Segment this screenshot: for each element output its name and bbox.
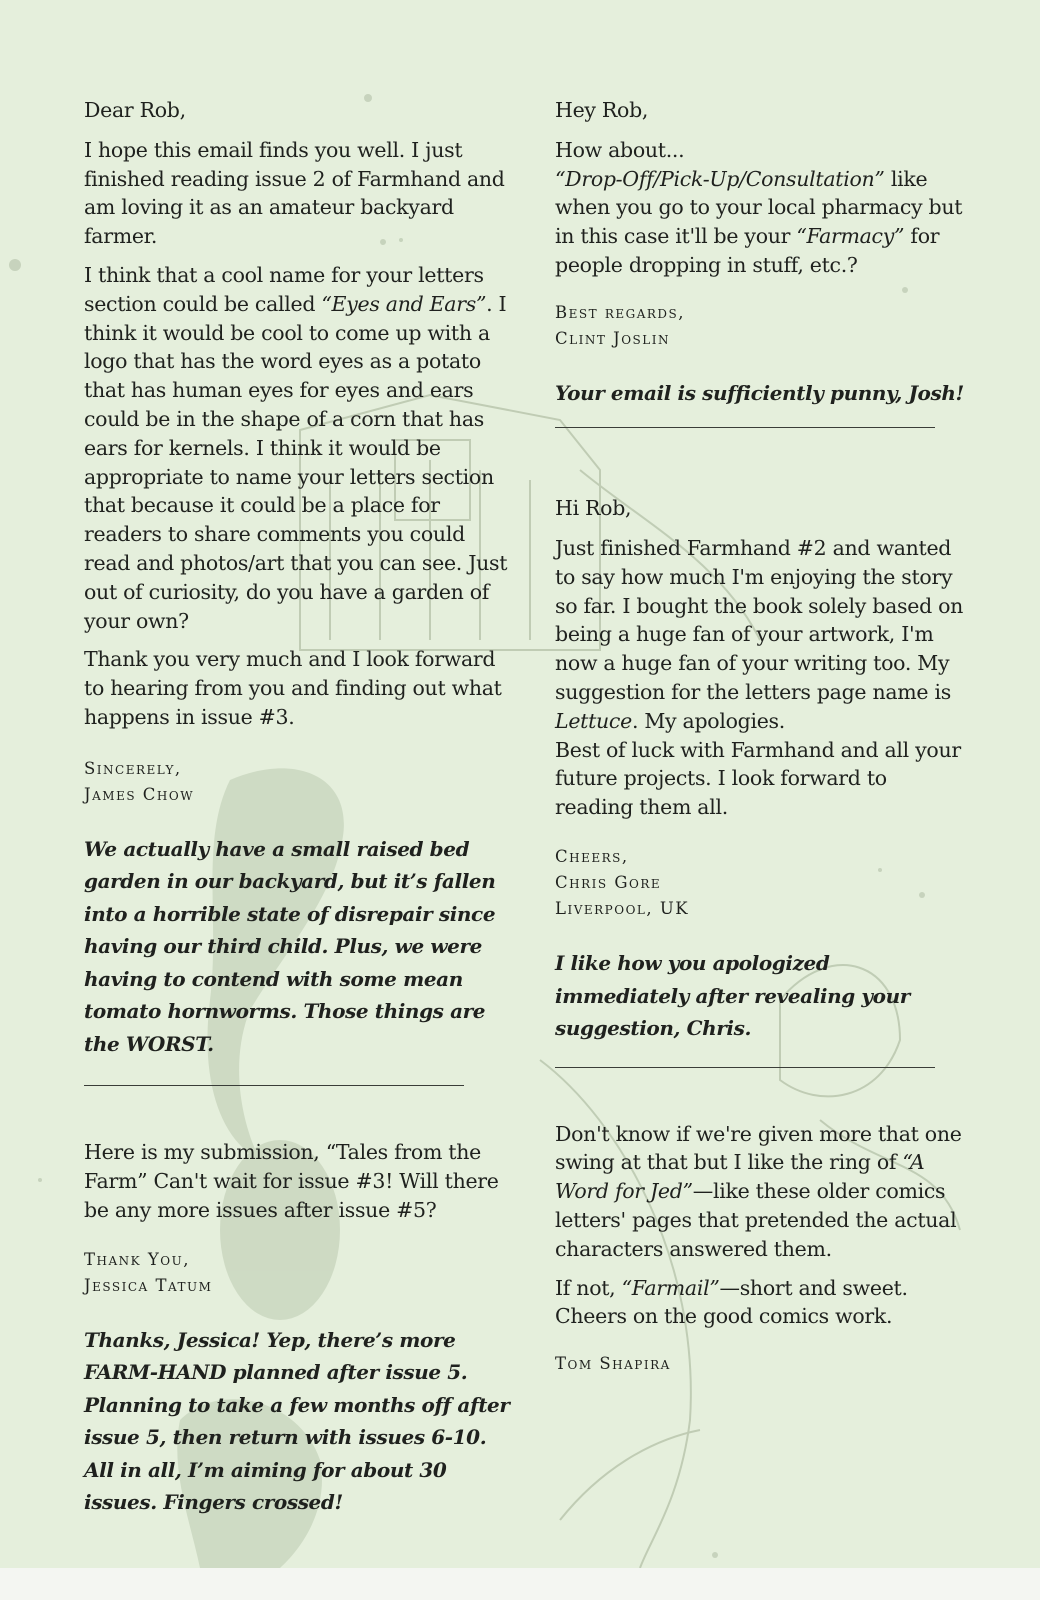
signoff: Cheers, [555, 847, 629, 867]
letter-james-chow [84, 96, 512, 1060]
divider-rule [555, 427, 935, 428]
text-span: . My apologies. [631, 708, 785, 733]
text-span: —short and sweet. Cheers on the good comics work. [555, 1275, 908, 1329]
text-span: Best of luck with Farmhand and all your future projects. I look forward to reading them all. [555, 737, 961, 820]
text-span: If not, [555, 1275, 622, 1300]
suggested-name: “Drop-Off/Pick-Up/Consultation” [555, 166, 885, 191]
right-column [555, 96, 967, 1377]
suggested-name: “A Word for Jed” [555, 1150, 925, 1204]
author-location: Liverpool, UK [555, 899, 690, 919]
letter-signature [555, 300, 967, 352]
divider-rule [555, 1067, 935, 1068]
author-name: James Chow [84, 784, 195, 804]
signoff: Thank You, [84, 1249, 190, 1269]
author-name: Chris Gore [555, 873, 662, 893]
letter-greeting: Hi Rob, [555, 496, 632, 521]
text-span: How about... [555, 137, 685, 162]
editor-reply: I like how you apologized immediately after revealing your suggestion, Chris. [555, 951, 910, 1041]
letter-tom-shapira [555, 1120, 967, 1378]
text-span: —like these older comics letters' pages that pretended the actual characters answered them. [555, 1179, 957, 1261]
suggested-name: “Eyes and Ears” [321, 291, 487, 316]
suggested-name: Lettuce [555, 708, 632, 733]
letter-paragraph [84, 261, 512, 635]
letter-paragraph [555, 1120, 967, 1264]
left-column [84, 96, 512, 1519]
editor-reply: Your email is sufficiently punny, Josh! [555, 380, 964, 405]
text-span: like when you go to your local pharmacy but in this case it'll be your [555, 166, 963, 249]
letter-paragraph: Thank you very much and I look forward to hearing from you and finding out what happens in issue #3. [84, 647, 502, 729]
letter-greeting: Hey Rob, [555, 98, 649, 122]
letter-paragraph [555, 136, 967, 280]
letter-clint-joslin [555, 96, 967, 409]
letter-signature [84, 1247, 512, 1299]
text-span: I think that a cool name for your letters section could be called [84, 262, 484, 316]
text-span: . I think it would be cool to come up with a logo that has the word eyes as a potato that has human eyes for eyes and ears could be in the shape of a corn that has ears for kernels. I think it would be appropriate to name your letters section that because it could be a place for readers to share comments you could read and photos/art that you can see. Just out of curiosity, do you have a garden of your own? [84, 291, 508, 633]
suggested-name: “Farmacy” [796, 224, 905, 249]
editor-reply: Thanks, Jessica! Yep, there’s more FARM-HAND planned after issue 5. Planning to take a few months off after issue 5, then return with issues 6-10. All in all, I’m aiming for about 30 issues. Fingers crossed! [84, 1327, 510, 1515]
suggested-name: “Farmail” [621, 1275, 720, 1300]
letter-paragraph [555, 534, 967, 822]
letter-paragraph [555, 1274, 967, 1332]
text-span: Just finished Farmhand #2 and wanted to say how much I'm enjoying the story so far. I bought the book solely based on being a huge fan of your artwork, I'm now a huge fan of your writing too. My suggestion for the letters page name is [555, 536, 964, 705]
text-span: Don't know if we're given more that one swing at that but I like the ring of [555, 1121, 962, 1175]
letter-paragraph: Here is my submission, “Tales from the Farm” Can't wait for issue #3! Will there be any more issues after issue #5? [84, 1140, 499, 1222]
letter-paragraph: I hope this email finds you well. I just finished reading issue 2 of Farmhand and am loving it as an amateur backyard farmer. [84, 137, 505, 249]
letter-greeting: Dear Rob, [84, 98, 186, 122]
letter-signature [555, 844, 967, 922]
author-name: Tom Shapira [555, 1354, 671, 1374]
letter-signature [555, 1351, 967, 1377]
divider-rule [84, 1085, 464, 1086]
text-span: for people dropping in stuff, etc.? [555, 224, 940, 277]
signoff: Best regards, [555, 302, 686, 322]
editor-reply: We actually have a small raised bed garden in our backyard, but it’s fallen into a horrible state of disrepair since having our third child. Plus, we were having to contend with some mean tomato hornworms. Those things are the WORST. [84, 836, 496, 1056]
letter-jessica-tatum [84, 1138, 512, 1518]
letter-chris-gore [555, 494, 967, 1044]
author-name: Clint Joslin [555, 328, 670, 348]
author-name: Jessica Tatum [84, 1275, 213, 1295]
page-bottom-margin [0, 1568, 1040, 1600]
signoff: Sincerely, [84, 758, 182, 778]
letter-signature [84, 756, 512, 808]
